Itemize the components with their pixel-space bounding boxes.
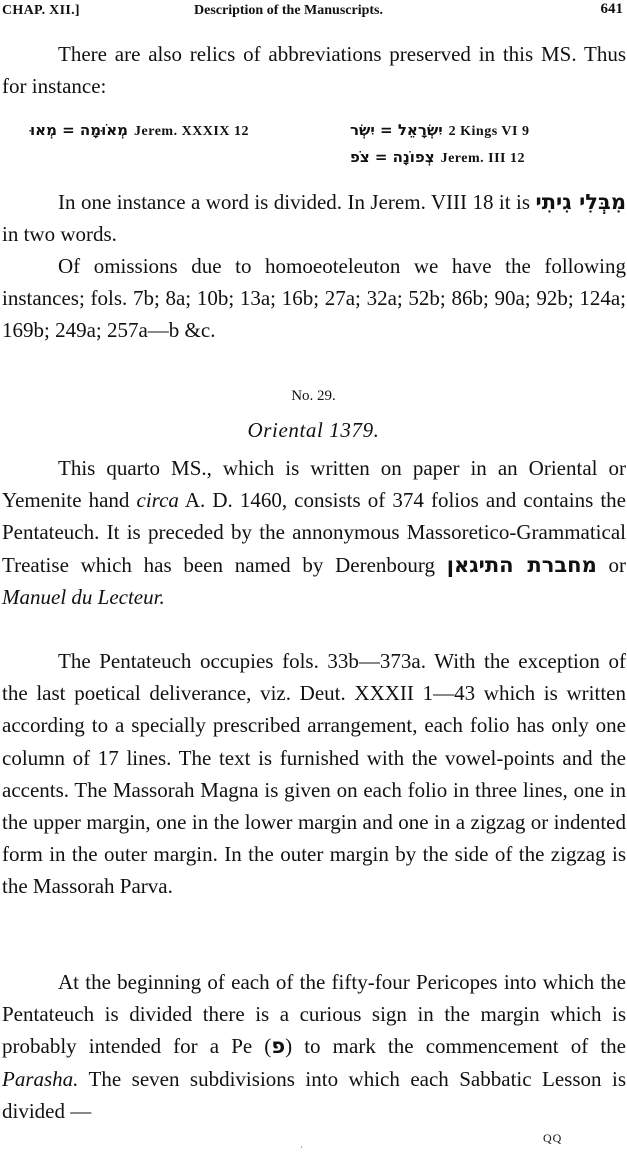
hebrew-title: מחברת התיגאן	[446, 552, 597, 577]
text-segment: A. D. 1460, consists of 374 folios and contains the Pentateuch. It is preceded by the annonymous Massoretico-Grammatical Treatise which has been named by Derenbourg	[2, 488, 627, 577]
abbreviation-hebrew: יִשְׂרָאֵל = יִשְׂר	[350, 121, 443, 139]
chapter-label: CHAP. XII.]	[2, 3, 80, 18]
abbreviation-example-2	[350, 120, 529, 142]
italic-circa: circa	[136, 488, 179, 513]
text-segment: ) to mark the commencement of the	[285, 1034, 626, 1059]
signature-mark: QQ	[543, 1131, 563, 1145]
text-segment: This quarto MS., which is written on paper in an Oriental or Yemenite hand	[2, 456, 626, 513]
hebrew-word: מִבְּלִי גִיתִי	[535, 190, 627, 214]
section-title: Oriental 1379.	[247, 418, 380, 442]
paragraph-divided-word	[2, 186, 626, 250]
abbreviation-reference: 2 Kings VI 9	[448, 124, 530, 139]
paragraph-pericopes	[2, 966, 626, 1127]
paragraph-description	[2, 452, 626, 613]
page-number: 641	[600, 1, 623, 17]
abbreviation-example-1	[30, 120, 249, 142]
paragraph-omissions: Of omissions due to homoeoteleuton we have the following instances; fols. 7b; 8a; 10b; 13a; 16b; 27a; 32a; 52b; 86b; 90a; 92b; 124a; 169b; 249a; 257a—b &c.	[2, 254, 626, 343]
text-segment: At the beginning of each of the fifty-four Pericopes into which the Pentateuch is divided there is a curious sign in the margin which is probably intended for a Pe (	[2, 970, 626, 1059]
abbreviation-reference: Jerem. III 12	[440, 151, 525, 166]
running-header	[0, 1, 627, 25]
text-segment: or	[608, 552, 626, 577]
hebrew-pe: פ	[271, 1034, 286, 1059]
paragraph-abbreviations-intro: There are also relics of abbreviations preserved in this MS. Thus for instance:	[2, 42, 626, 99]
italic-parasha: Parasha.	[2, 1066, 79, 1091]
abbreviation-reference: Jerem. XXXIX 12	[134, 124, 249, 139]
section-number: No. 29.	[291, 388, 336, 404]
text-segment: In one instance a word is divided. In Jerem. VIII 18 it is	[58, 190, 531, 214]
text-segment: The seven subdivisions into which each Sabbatic Lesson is divided —	[2, 1066, 626, 1123]
text-segment: in two words.	[2, 222, 117, 247]
abbreviation-example-3	[350, 147, 525, 169]
italic-manuel: Manuel du Lecteur.	[2, 584, 165, 609]
footer-mark: ·	[300, 1143, 303, 1152]
running-title: Description of the Manuscripts.	[194, 3, 383, 18]
paragraph-pentateuch: The Pentateuch occupies fols. 33b—373a. With the exception of the last poetical deliverance, viz. Deut. XXXII 1—43 which is written according to a specially prescribed arrangement, each folio has only one column of 17 lines. The text is furnished with the vowel-points and the accents. The Massorah Magna is given on each folio in three lines, one in the upper margin, one in the lower margin and one in a zigzag or indented form in the outer margin. In the outer margin by the side of the zigzag is the Massorah Parva.	[2, 649, 626, 899]
abbreviation-hebrew: מְאֹוּמָה = מְאוּ	[30, 121, 129, 139]
abbreviation-hebrew: צְפוֹנָה = צֹפ	[350, 148, 435, 166]
